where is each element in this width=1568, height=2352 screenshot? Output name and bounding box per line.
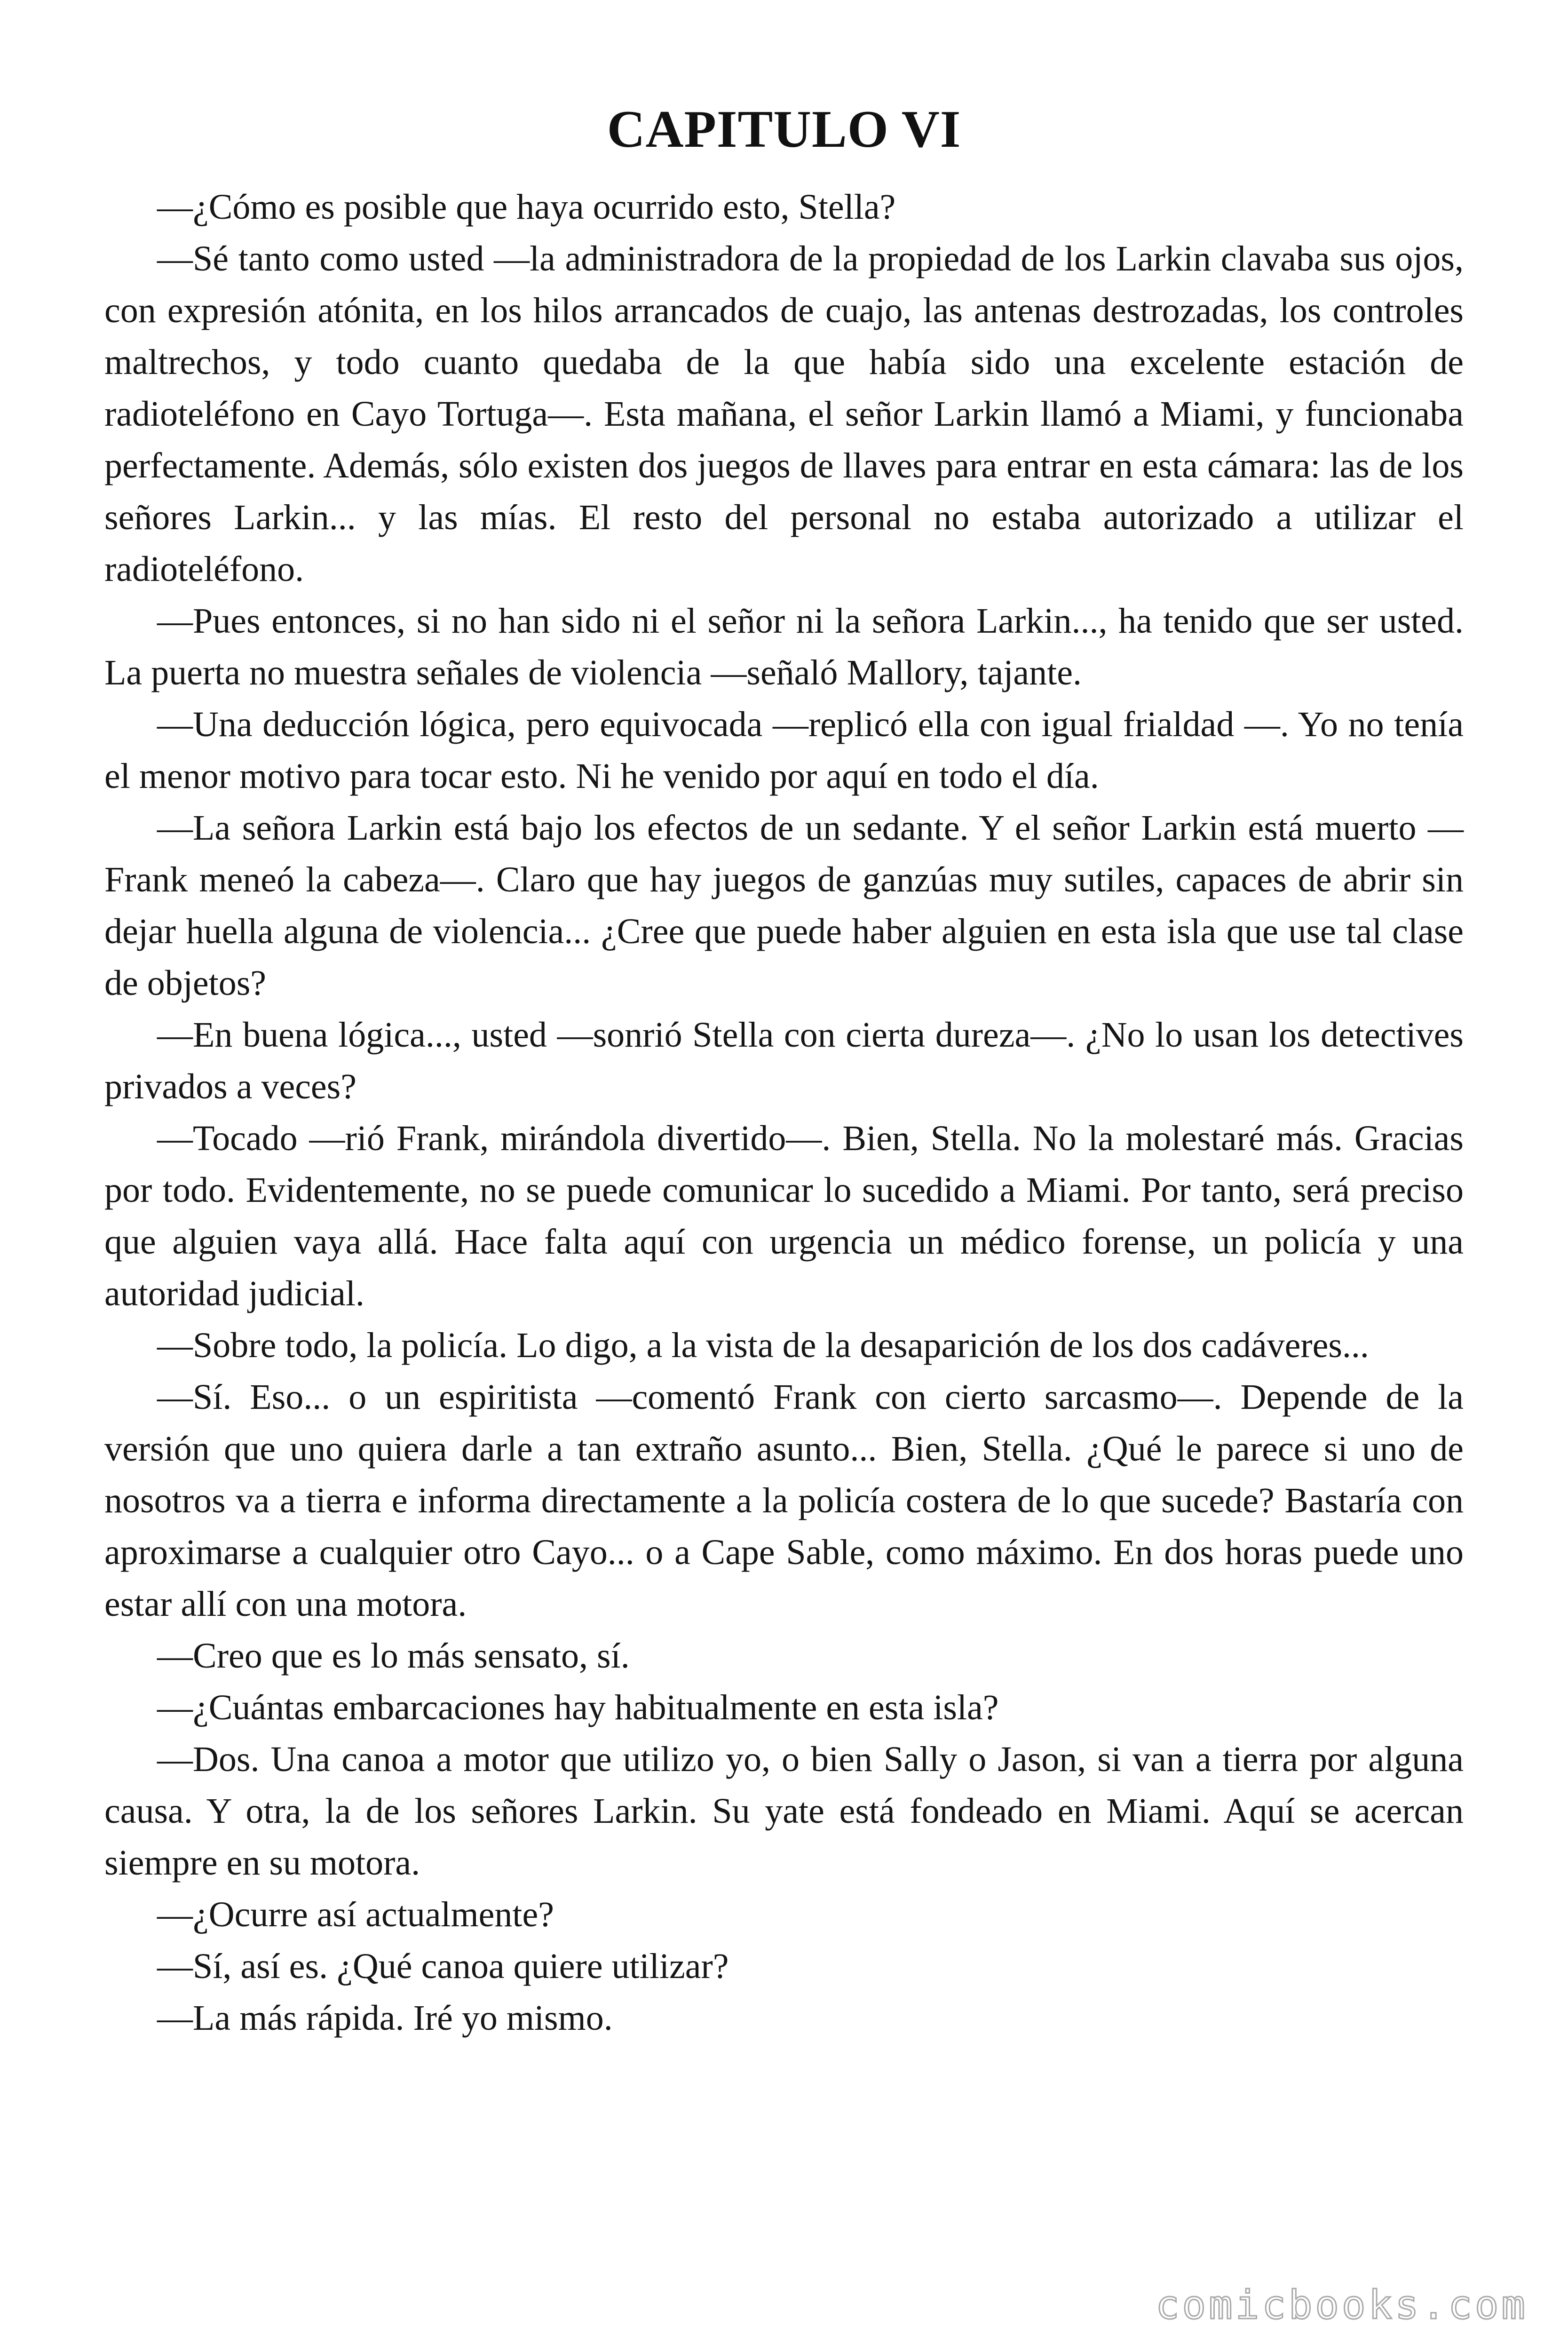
paragraph: —Sobre todo, la policía. Lo digo, a la vista de la desaparición de los dos cadáveres... bbox=[157, 1326, 1369, 1365]
paragraph: —Tocado —rió Frank, mirándola divertido—. Bien, Stella. No la molestaré más. Gracias por todo. Evidentemente, no se puede comunicar lo sucedido a Miami. Por tanto, será preciso que alguien vaya allá. Hace falta aquí con urgencia un médico forense, un policía y una autoridad judicial. bbox=[104, 1119, 1464, 1313]
paragraph: —¿Ocurre así actualmente? bbox=[157, 1895, 554, 1934]
chapter-title: CAPITULO VI bbox=[607, 100, 961, 159]
paragraph: —Una deducción lógica, pero equivocada —replicó ella con igual frialdad —. Yo no tenía el menor motivo para tocar esto. Ni he venido por aquí en todo el día. bbox=[104, 705, 1464, 796]
chapter-body bbox=[104, 181, 1464, 2044]
paragraph: —La señora Larkin está bajo los efectos de un sedante. Y el señor Larkin está muerto —Frank meneó la cabeza—. Claro que hay juegos de ganzúas muy sutiles, capaces de abrir sin dejar huella alguna de violencia... ¿Cree que puede haber alguien en esta isla que use tal clase de objetos? bbox=[104, 808, 1464, 1003]
paragraph: —¿Cómo es posible que haya ocurrido esto, Stella? bbox=[157, 187, 896, 227]
paragraph: —Sé tanto como usted —la administradora de la propiedad de los Larkin clavaba sus ojos, con expresión atónita, en los hilos arrancados de cuajo, las antenas destrozadas, los controles maltrechos, y todo cuanto quedaba de la que había sido una excelente estación de radioteléfono en Cayo Tortuga—. Esta mañana, el señor Larkin llamó a Miami, y funcionaba perfectamente. Además, sólo existen dos juegos de llaves para entrar en esta cámara: las de los señores Larkin... y las mías. El resto del personal no estaba autorizado a utilizar el radioteléfono. bbox=[104, 239, 1464, 589]
paragraph: —La más rápida. Iré yo mismo. bbox=[157, 1998, 613, 2038]
paragraph: —Pues entonces, si no han sido ni el señor ni la señora Larkin..., ha tenido que ser usted. La puerta no muestra señales de violencia —señaló Mallory, tajante. bbox=[104, 601, 1464, 692]
paragraph: —En buena lógica..., usted —sonrió Stella con cierta dureza—. ¿No lo usan los detectives privados a veces? bbox=[104, 1015, 1464, 1106]
watermark: comicbooks.com bbox=[1155, 2282, 1528, 2328]
paragraph: —Sí, así es. ¿Qué canoa quiere utilizar? bbox=[157, 1947, 729, 1986]
paragraph: —¿Cuántas embarcaciones hay habitualmente en esta isla? bbox=[157, 1688, 999, 1727]
paragraph: —Creo que es lo más sensato, sí. bbox=[157, 1636, 630, 1676]
paragraph: —Sí. Eso... o un espiritista —comentó Frank con cierto sarcasmo—. Depende de la versión que uno quiera darle a tan extraño asunto... Bien, Stella. ¿Qué le parece si uno de nosotros va a tierra e informa directamente a la policía costera de lo que sucede? Bastaría con aproximarse a cualquier otro Cayo... o a Cape Sable, como máximo. En dos horas puede uno estar allí con una motora. bbox=[104, 1377, 1464, 1624]
paragraph: —Dos. Una canoa a motor que utilizo yo, o bien Sally o Jason, si van a tierra por alguna causa. Y otra, la de los señores Larkin. Su yate está fondeado en Miami. Aquí se acercan siempre en su motora. bbox=[104, 1740, 1464, 1883]
